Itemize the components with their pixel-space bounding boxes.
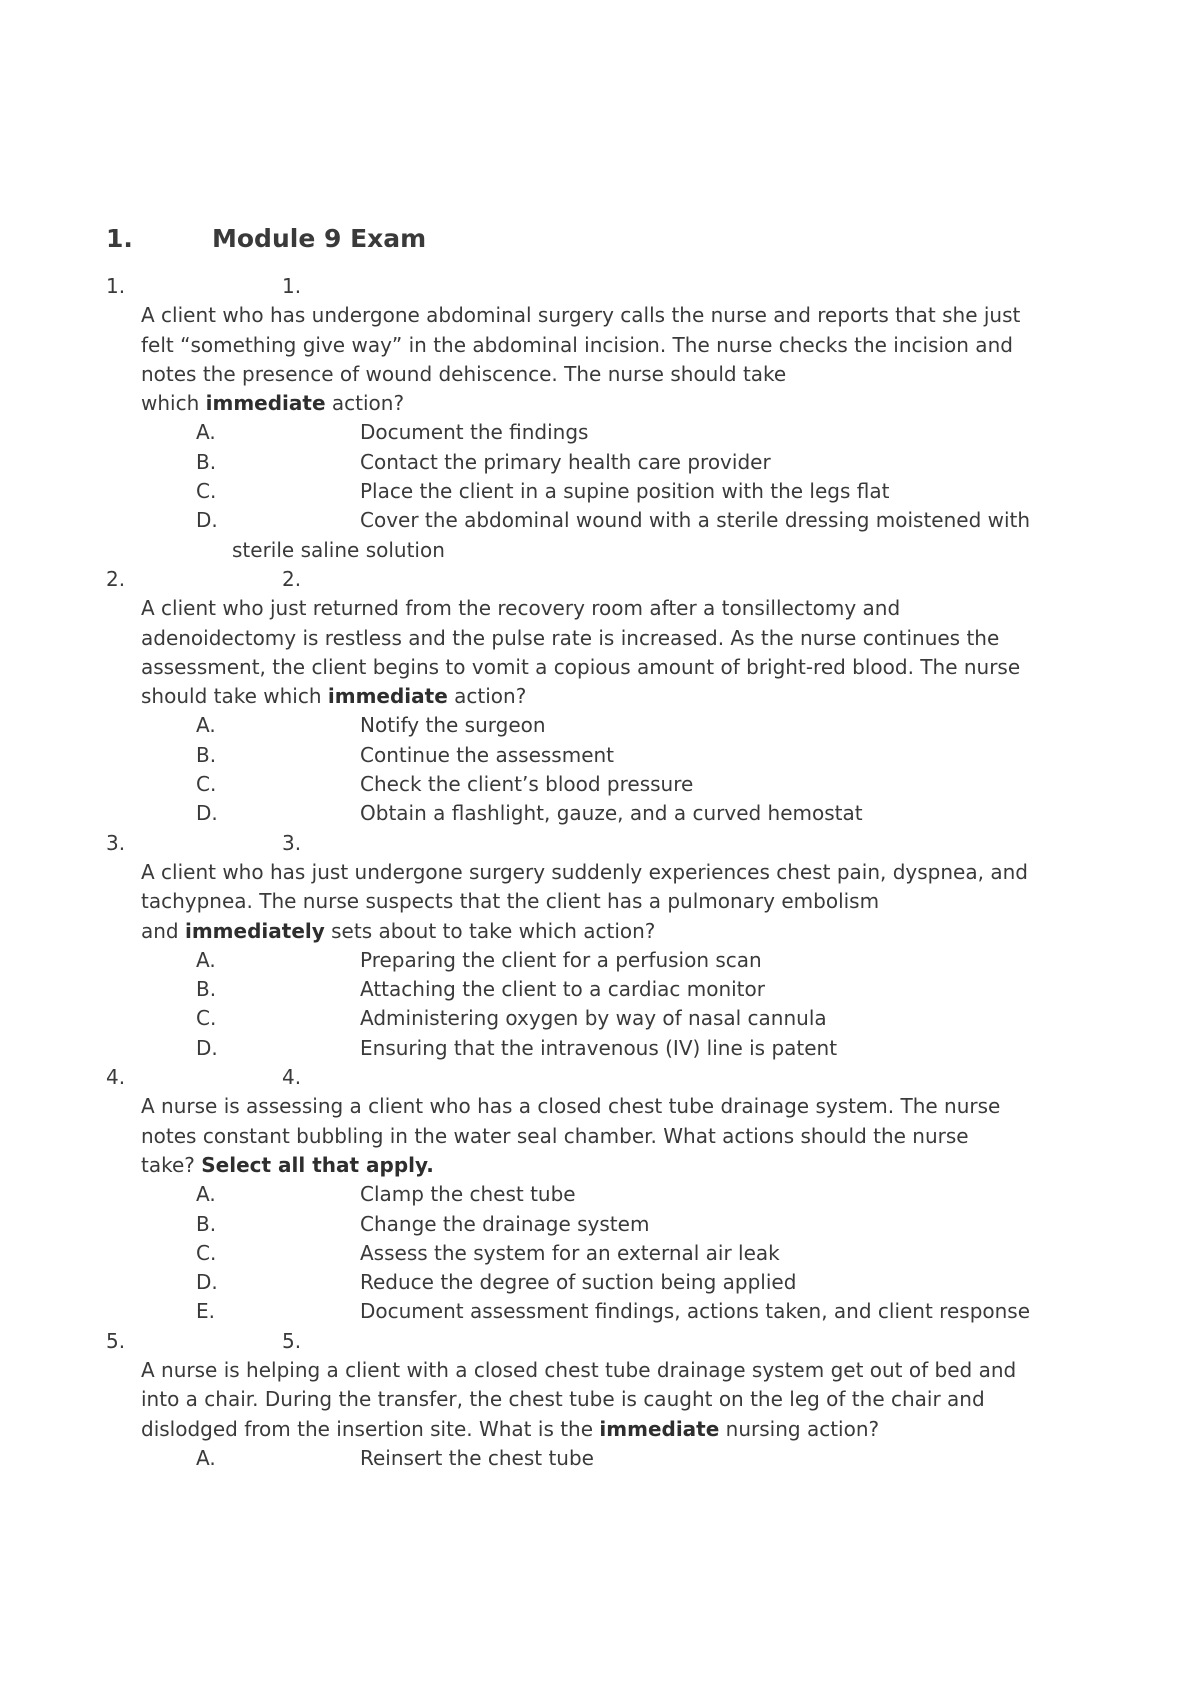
option-letter: D. [196, 1035, 218, 1060]
stem-text: which [141, 391, 206, 416]
question-1 [0, 272, 1190, 565]
option-letter: B. [196, 449, 217, 474]
stem-line: assessment, the client begins to vomit a copious amount of bright-red blood. The nurse [141, 654, 1021, 679]
answer-option-d[interactable] [196, 1034, 1066, 1063]
question-2 [0, 565, 1190, 829]
option-letter: A. [196, 1445, 216, 1470]
stem-line: A client who has just undergone surgery suddenly experiences chest pain, dyspnea, and [141, 859, 1028, 884]
question-number-repeat: 1. [282, 274, 302, 298]
question-number-row [0, 565, 1190, 594]
stem-text: action? [325, 391, 405, 416]
option-text: Notify the surgeon [360, 713, 546, 738]
answer-option-b[interactable] [196, 448, 1066, 477]
stem-line: A nurse is helping a client with a closed chest tube drainage system get out of bed and [141, 1357, 1017, 1382]
question-stem [141, 858, 1061, 946]
stem-line: A nurse is assessing a client who has a closed chest tube drainage system. The nurse [141, 1094, 1001, 1119]
heading-number: 1. [106, 224, 133, 253]
question-stem [141, 301, 1061, 418]
question-number-repeat: 3. [282, 830, 302, 855]
option-text: Preparing the client for a perfusion scan [360, 947, 762, 972]
question-number-row [0, 829, 1190, 858]
question-number-repeat: 4. [282, 1065, 302, 1090]
option-text: Reduce the degree of suction being applied [360, 1270, 797, 1295]
answer-option-c[interactable] [196, 477, 1066, 506]
stem-line: A client who just returned from the recovery room after a tonsillectomy and [141, 596, 901, 621]
question-number-repeat: 2. [282, 566, 302, 591]
answer-option-b[interactable] [196, 975, 1066, 1004]
question-list [0, 272, 1190, 1473]
stem-text: take? [141, 1152, 202, 1177]
option-letter: E. [196, 1299, 215, 1324]
option-text: Cover the abdominal wound with a sterile dressing moistened with [360, 508, 1031, 533]
stem-emphasis: Select all that apply. [201, 1152, 434, 1177]
answer-option-c[interactable] [196, 1004, 1066, 1033]
option-text: Change the drainage system [360, 1211, 650, 1236]
option-text-continued: sterile saline solution [232, 537, 445, 562]
answer-option-c[interactable] [196, 770, 1066, 799]
stem-line [141, 1415, 1061, 1444]
question-stem [141, 594, 1061, 711]
question-stem [141, 1356, 1061, 1444]
answer-option-a[interactable] [196, 946, 1066, 975]
stem-emphasis: immediate [205, 391, 326, 416]
question-number-repeat: 5. [282, 1328, 302, 1353]
stem-line: notes the presence of wound dehiscence. The nurse should take [141, 361, 787, 386]
option-letter: B. [196, 977, 217, 1002]
question-3 [0, 829, 1190, 1063]
option-text: Attaching the client to a cardiac monitor [360, 977, 765, 1002]
question-4 [0, 1063, 1190, 1327]
stem-text: sets about to take which action? [324, 918, 656, 943]
option-letter: C. [196, 1006, 217, 1031]
question-number-row [0, 272, 1190, 301]
option-letter: D. [196, 1270, 218, 1295]
answer-options [0, 418, 1190, 564]
question-number: 4. [106, 1065, 126, 1090]
answer-option-a[interactable] [196, 418, 1066, 447]
option-letter: B. [196, 742, 217, 767]
question-stem [141, 1092, 1061, 1180]
question-number: 1. [106, 274, 126, 298]
stem-line [141, 917, 1061, 946]
answer-option-d[interactable] [196, 799, 1066, 828]
stem-emphasis: immediately [184, 918, 325, 943]
option-letter: C. [196, 772, 217, 797]
option-letter: A. [196, 1182, 216, 1207]
stem-line: A client who has undergone abdominal surgery calls the nurse and reports that she just [141, 303, 1021, 328]
option-text: Check the client’s blood pressure [360, 772, 694, 797]
question-number-row [0, 1063, 1190, 1092]
answer-option-d[interactable] [196, 506, 1066, 565]
option-letter: C. [196, 479, 217, 504]
option-letter: A. [196, 420, 216, 445]
exam-title: Module 9 Exam [212, 224, 427, 253]
stem-text: nursing action? [719, 1416, 880, 1441]
stem-line: adenoidectomy is restless and the pulse rate is increased. As the nurse continues the [141, 625, 1000, 650]
option-text: Continue the assessment [360, 742, 615, 767]
option-letter: D. [196, 801, 218, 826]
option-text: Reinsert the chest tube [360, 1445, 594, 1470]
option-text: Ensuring that the intravenous (IV) line is patent [360, 1035, 838, 1060]
stem-line: tachypnea. The nurse suspects that the client has a pulmonary embolism [141, 889, 880, 914]
option-letter: C. [196, 1240, 217, 1265]
answer-option-d[interactable] [196, 1268, 1066, 1297]
question-number: 5. [106, 1328, 126, 1353]
answer-option-e[interactable] [196, 1297, 1066, 1326]
option-text: Place the client in a supine position with the legs flat [360, 479, 890, 504]
option-letter: A. [196, 947, 216, 972]
option-text: Contact the primary health care provider [360, 449, 771, 474]
stem-text: dislodged from the insertion site. What is the [141, 1416, 600, 1441]
stem-emphasis: immediate [327, 684, 448, 709]
answer-options [0, 1444, 1190, 1473]
question-5 [0, 1327, 1190, 1473]
answer-option-a[interactable] [196, 1444, 1066, 1473]
option-text: Administering oxygen by way of nasal cannula [360, 1006, 827, 1031]
answer-options [0, 711, 1190, 828]
question-number: 2. [106, 566, 126, 591]
answer-option-a[interactable] [196, 711, 1066, 740]
stem-text: and [141, 918, 185, 943]
question-number-row [0, 1327, 1190, 1356]
stem-line [141, 1151, 1061, 1180]
option-text: Document the findings [360, 420, 589, 445]
answer-option-a[interactable] [196, 1180, 1066, 1209]
stem-line: into a chair. During the transfer, the chest tube is caught on the leg of the chair and [141, 1387, 985, 1412]
stem-emphasis: immediate [599, 1416, 720, 1441]
answer-option-b[interactable] [196, 1210, 1066, 1239]
option-text: Obtain a flashlight, gauze, and a curved hemostat [360, 801, 863, 826]
answer-options [0, 1180, 1190, 1326]
option-text: Assess the system for an external air leak [360, 1240, 780, 1265]
stem-line [141, 682, 1061, 711]
stem-text: should take which [141, 684, 328, 709]
question-number: 3. [106, 830, 126, 855]
option-letter: A. [196, 713, 216, 738]
stem-line: notes constant bubbling in the water seal chamber. What actions should the nurse [141, 1123, 969, 1148]
stem-line [141, 389, 1061, 418]
option-text: Clamp the chest tube [360, 1182, 576, 1207]
stem-text: action? [447, 684, 527, 709]
answer-option-b[interactable] [196, 741, 1066, 770]
option-letter: D. [196, 508, 218, 533]
stem-line: felt “something give way” in the abdominal incision. The nurse checks the incision and [141, 332, 1013, 357]
option-letter: B. [196, 1211, 217, 1236]
option-text: Document assessment findings, actions taken, and client response [360, 1299, 1031, 1324]
answer-option-c[interactable] [196, 1239, 1066, 1268]
answer-options [0, 946, 1190, 1063]
